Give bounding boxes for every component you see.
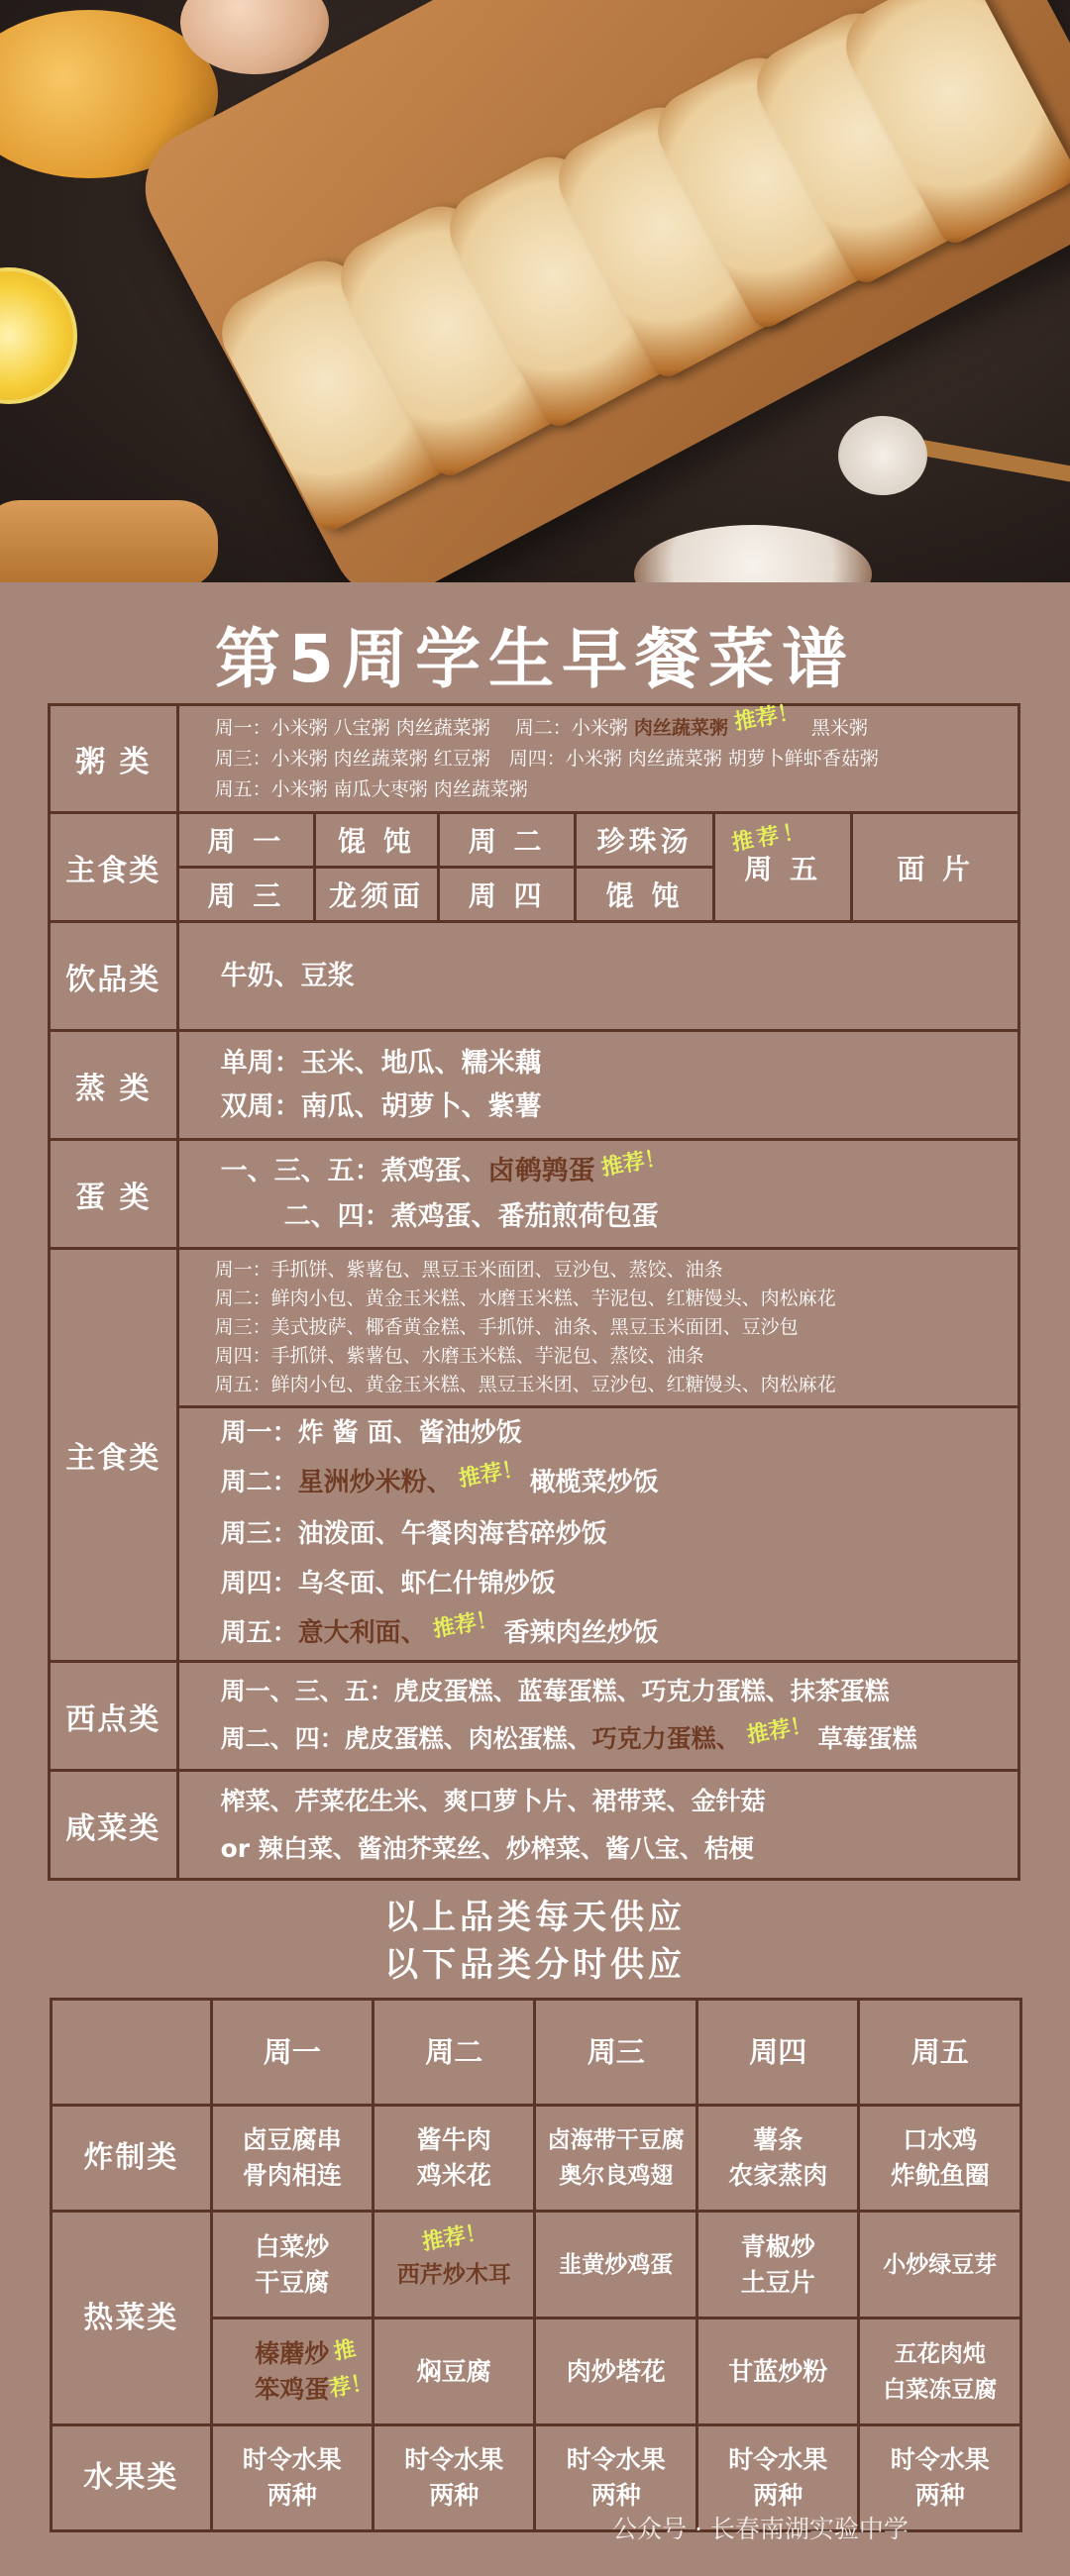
category-label: 蒸 类 xyxy=(50,1031,178,1140)
staple-row xyxy=(50,813,1019,868)
day-label: 周 二 xyxy=(438,813,576,868)
bread-loaf xyxy=(0,500,218,582)
category-label: 主食类 xyxy=(50,813,178,922)
porridge-row xyxy=(50,705,1019,813)
porridge-content xyxy=(177,699,1018,813)
dish-cell: 焖豆腐 xyxy=(374,2318,535,2425)
fried-row xyxy=(52,2106,1021,2212)
staple2-row xyxy=(50,1407,1019,1662)
lemon-image xyxy=(0,267,77,404)
category-label: 西点类 xyxy=(50,1662,178,1771)
pickles-content: 榨菜、芹菜花生米、爽口萝卜片、裙带菜、金针菇 or 辣白菜、酱油芥菜丝、炒榨菜、酱八宝、桔梗 xyxy=(177,1771,1018,1880)
day-label: 周 四 xyxy=(438,868,576,922)
pastry-row xyxy=(50,1662,1019,1771)
day-label: 周 一 xyxy=(177,813,315,868)
dish-cell: 肉炒塔花 xyxy=(535,2318,696,2425)
flour-bowl xyxy=(634,525,872,582)
category-label: 炸制类 xyxy=(52,2106,212,2212)
recommend-badge: 推荐！ xyxy=(744,1711,814,1749)
staple2-content: 周一：炸 酱 面、酱油炒饭 周二：星洲炒米粉、 推荐！ 橄榄菜炒饭 周三：油泼面、午餐肉海苔碎炒饭 周四：乌冬面、虾仁什锦炒饭 周五：意大利面、 推荐！ 香辣肉丝炒饭 xyxy=(177,1407,1018,1662)
recommend-badge: 推荐！ xyxy=(456,1456,526,1493)
dish-label: 面 片 xyxy=(852,813,1019,922)
dish-cell: 时令水果 两种 xyxy=(211,2425,373,2531)
staple2-small: 周一：手抓饼、紫薯包、黑豆玉米面团、豆沙包、蒸饺、油条 周二：鲜肉小包、黄金玉米糕、水磨玉米糕、芋泥包、红糖馒头、肉松麻花 周三：美式披萨、椰香黄金糕、手抓饼、油条、黑豆玉米面团、豆沙包 周四：手抓饼、紫薯包、水磨玉米糕、芋泥包、蒸饺、油条 周五：鲜肉小包、黄金玉米糕、黑豆玉米团、豆沙包、红糖馒头、肉松麻花 xyxy=(177,1249,1018,1407)
dish-cell: 甘蓝炒粉 xyxy=(696,2318,858,2425)
hot-row xyxy=(52,2212,1021,2318)
dish-cell: 卤豆腐串 骨肉相连 xyxy=(211,2106,373,2212)
dish-cell: 卤海带干豆腐 奥尔良鸡翅 xyxy=(535,2106,696,2212)
category-label: 热菜类 xyxy=(52,2212,212,2425)
dish-label: 馄 饨 xyxy=(576,868,714,922)
day-header: 周五 xyxy=(859,2000,1021,2106)
recommend-badge: 推荐！ xyxy=(420,2219,489,2256)
category-label: 水果类 xyxy=(52,2425,212,2531)
flour-spoon xyxy=(838,416,927,495)
day-label: 推荐！ 周 五 xyxy=(713,813,852,922)
porridge-line: 周二：小米粥 xyxy=(514,717,628,739)
porridge-line: 周一：小米粥 八宝粥 肉丝蔬菜粥 xyxy=(214,717,490,739)
dish-label: 龙须面 xyxy=(315,868,439,922)
recommend-badge: 推荐！ xyxy=(430,1606,500,1643)
category-label: 饮品类 xyxy=(50,922,178,1031)
dish-cell: 白菜炒 干豆腐 xyxy=(211,2212,373,2318)
dish-cell: 青椒炒 土豆片 xyxy=(696,2212,858,2318)
spoon-handle xyxy=(911,438,1070,484)
dish-cell: 时令水果 两种 xyxy=(535,2425,696,2531)
day-header: 周一 xyxy=(211,2000,373,2106)
watermark-text: 公众号 · 长春南湖实验中学 xyxy=(612,2515,909,2543)
recommend-badge: 推荐！ xyxy=(598,1144,669,1182)
recommend-badge: 推荐！ xyxy=(729,818,810,857)
dish-highlight: 珍珠汤 xyxy=(576,813,714,868)
category-label: 蛋 类 xyxy=(50,1140,178,1249)
porridge-line: 周五：小米粥 南瓜大枣粥 肉丝蔬菜粥 xyxy=(214,778,528,800)
porridge-line: 周三：小米粥 肉丝蔬菜粥 红豆粥 周四：小米粥 肉丝蔬菜粥 胡萝卜鲜虾香菇粥 xyxy=(214,748,879,770)
dish-cell: 推荐！ 榛蘑炒 笨鸡蛋 xyxy=(211,2318,373,2425)
supply-daily: 以上品类每天供应 xyxy=(384,1898,686,1937)
recommend-badge: 推荐！ xyxy=(326,2336,374,2403)
egg-highlight: 卤鹌鹑蛋 xyxy=(487,1155,595,1186)
porridge-line: 黑米粥 xyxy=(810,717,868,739)
day-header: 周二 xyxy=(374,2000,535,2106)
day-label: 周 三 xyxy=(177,868,315,922)
dish-cell: 时令水果 两种 xyxy=(374,2425,535,2531)
dish-cell: 薯条 农家蒸肉 xyxy=(696,2106,858,2212)
pickles-row xyxy=(50,1771,1019,1880)
dish-cell: 小炒绿豆芽 xyxy=(859,2212,1021,2318)
staple2-row xyxy=(50,1249,1019,1407)
dish-label: 馄 饨 xyxy=(315,813,439,868)
pastry-content: 周一、三、五：虎皮蛋糕、蓝莓蛋糕、巧克力蛋糕、抹茶蛋糕 周二、四：虎皮蛋糕、肉松蛋糕、巧克力蛋糕、 推荐！ 草莓蛋糕 xyxy=(177,1662,1018,1771)
category-label: 主食类 xyxy=(50,1249,178,1662)
porridge-highlight: 肉丝蔬菜粥 xyxy=(633,717,728,739)
dish-cell: 时令水果 两种 xyxy=(859,2425,1021,2531)
dish-cell: 时令水果 两种 xyxy=(696,2425,858,2531)
dish-cell: 推荐！ 西芹炒木耳 xyxy=(374,2212,535,2318)
drinks-content: 牛奶、豆浆 xyxy=(177,922,1018,1031)
dish-cell: 口水鸡 炸鱿鱼圈 xyxy=(859,2106,1021,2212)
supply-timed: 以下品类分时供应 xyxy=(384,1945,686,1985)
schedule-header xyxy=(52,2000,1021,2106)
schedule-table xyxy=(50,1998,1022,2532)
page-title: 第5周学生早餐菜谱 xyxy=(215,621,855,697)
day-header: 周三 xyxy=(535,2000,696,2106)
dish-cell: 五花肉炖 白菜冻豆腐 xyxy=(859,2318,1021,2425)
steamed-row xyxy=(50,1031,1019,1140)
dish-cell: 韭黄炒鸡蛋 xyxy=(535,2212,696,2318)
menu-table xyxy=(48,699,1020,1881)
category-label: 咸菜类 xyxy=(50,1771,178,1880)
eggs-row xyxy=(50,1140,1019,1249)
hero-photo xyxy=(0,0,1070,582)
drinks-row xyxy=(50,922,1019,1031)
recommend-badge: 推荐！ xyxy=(732,699,802,736)
day-header: 周四 xyxy=(696,2000,858,2106)
category-label: 粥 类 xyxy=(50,705,178,813)
dish-cell: 酱牛肉 鸡米花 xyxy=(374,2106,535,2212)
eggs-content: 一、三、五：煮鸡蛋、卤鹌鹑蛋 推荐！ 二、四：煮鸡蛋、番茄煎荷包蛋 xyxy=(177,1140,1018,1249)
steamed-content: 单周：玉米、地瓜、糯米藕 双周：南瓜、胡萝卜、紫薯 xyxy=(177,1031,1018,1140)
